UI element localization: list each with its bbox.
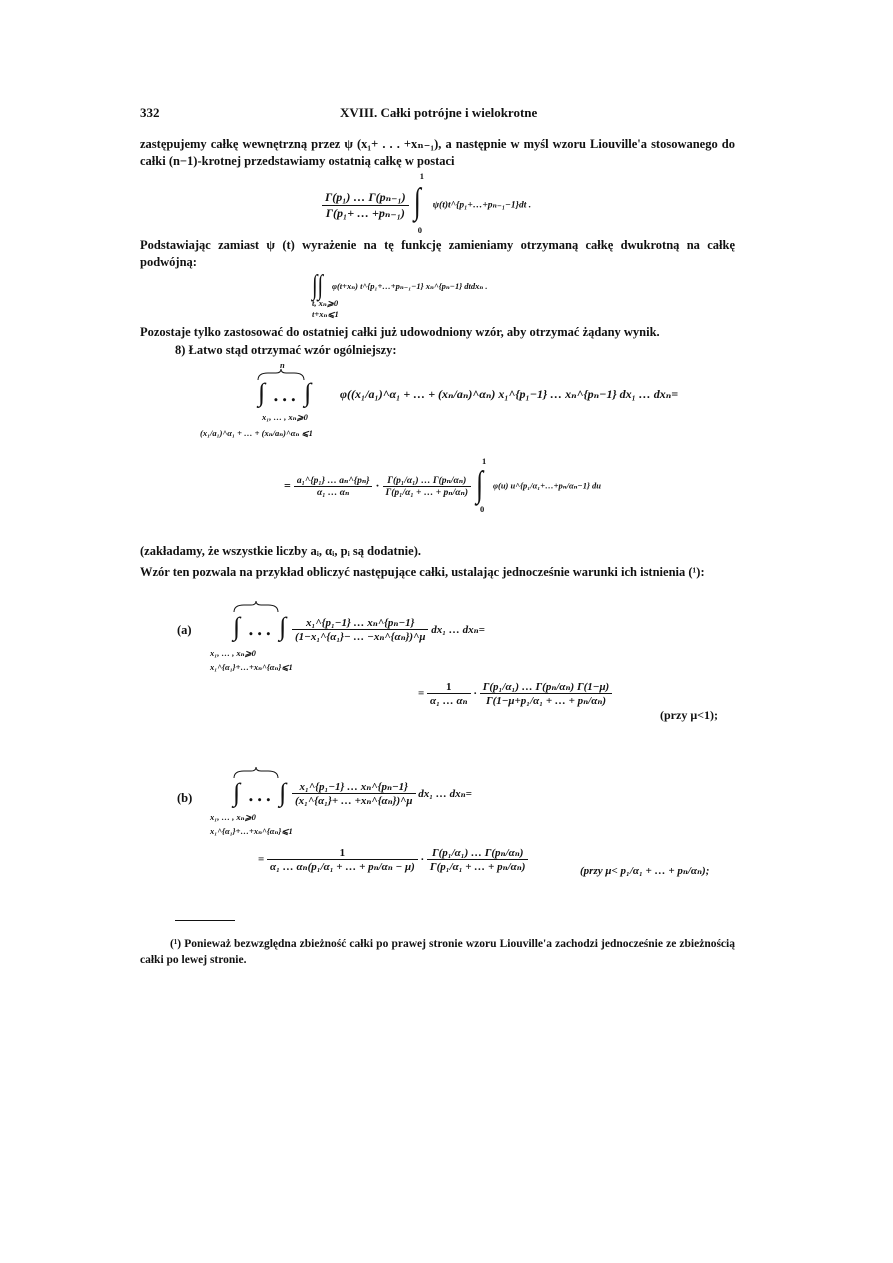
formula-2-domain-2: t+xₙ⩽1 — [312, 309, 339, 319]
formula-3-upper-limit: 1 — [482, 456, 487, 466]
formula-a-dot: · — [473, 687, 477, 700]
formula-b-rhs-den-1: α₁ … αₙ(p₁/α₁ + … + pₙ/αₙ − μ) — [270, 860, 415, 873]
formula-b-tail: dx₁ … dxₙ= — [418, 788, 472, 800]
formula-a-domain-2: x₁^{α₁}+…+xₙ^{αₙ}⩽1 — [210, 662, 293, 672]
formula-a-equals: = — [418, 687, 425, 700]
formula-1-numerator: Γ(p₁) … Γ(pₙ₋₁) — [325, 189, 406, 204]
formula-1 — [322, 171, 532, 235]
formula-3-integral-sign: ∫ — [476, 464, 484, 505]
formula-1-lower-limit: 0 — [417, 225, 422, 235]
formula-b-rhs — [258, 846, 528, 873]
formula-b-condition: (przy μ< p₁/α₁ + … + pₙ/αₙ); — [580, 865, 710, 877]
footnote: (¹) Ponieważ bezwzględna zbieżność całki po prawej stronie wzoru Liouville'a zachodzi jednocześnie ze zbieżnością całki po lewej stronie. — [140, 938, 735, 966]
formula-3-coef-num: a₁^{p₁} … aₙ^{pₙ} — [296, 475, 370, 486]
formula-1-fraction — [322, 190, 409, 221]
brace-n-label: n — [280, 360, 285, 370]
formula-b-equals: = — [258, 853, 265, 866]
formula-2 — [312, 270, 488, 320]
formula-b-lhs — [292, 780, 472, 807]
formula-2-domain-1: t, xₙ⩾0 — [312, 298, 339, 308]
footnote-rule — [175, 920, 235, 921]
paragraph-4: 8) Łatwo stąd otrzymać wzór ogólniejszy: — [175, 343, 397, 357]
formula-a-label: (a) — [177, 623, 192, 637]
formula-b-den: (x₁^{α₁}+ … +xₙ^{αₙ})^μ — [295, 795, 413, 807]
formula-a-rhs — [418, 680, 612, 707]
formula-3-lower-limit: 0 — [480, 504, 485, 514]
formula-3-domain-2: (x₁/a₁)^α₁ + … + (xₙ/aₙ)^αₙ ⩽1 — [200, 428, 313, 438]
formula-a-integral: ∫ … ∫ — [233, 612, 287, 641]
formula-b-label: (b) — [177, 791, 193, 805]
formula-b-num: x₁^{p₁−1} … xₙ^{pₙ−1} — [299, 781, 408, 793]
formula-3-rhs — [284, 458, 601, 514]
paragraph-2: Podstawiając zamiast ψ (t) wyrażenie na tę funkcję zamieniamy otrzymaną całkę dwukrotną na całkę podwójną: — [140, 238, 735, 269]
formula-3-coef — [294, 475, 373, 498]
formula-a-rhs-num-1: 1 — [446, 680, 452, 693]
formula-b-dot: · — [420, 853, 425, 866]
formula-a-num: x₁^{p₁−1} … xₙ^{pₙ−1} — [306, 617, 415, 629]
formula-1-integrand: ψ(t)t^{p₁+…+pₙ₋₁−1}dt . — [432, 200, 532, 211]
formula-a-rhs-num-2: Γ(p₁/α₁) … Γ(pₙ/αₙ) Γ(1−μ) — [482, 681, 610, 693]
page-number: 332 — [140, 105, 160, 120]
formula-1-denominator: Γ(p₁+ … +pₙ₋₁) — [325, 205, 405, 220]
paragraph-6: Wzór ten pozwala na przykład obliczyć następujące całki, ustalając jednocześnie warunki ich istnienia (¹): — [140, 565, 705, 579]
paragraph-5: (zakładamy, że wszystkie liczby aᵢ, αᵢ, pᵢ są dodatnie). — [140, 544, 421, 558]
formula-3-equals: = — [284, 478, 291, 493]
formula-3-dot: · — [375, 478, 380, 493]
formula-3-lhs: φ((x₁/a₁)^α₁ + … + (xₙ/aₙ)^αₙ) x₁^{p₁−1} … xₙ^{pₙ−1} dx₁ … dxₙ= — [340, 387, 679, 401]
integral-sign: ∫ — [413, 181, 421, 222]
formula-a-lhs — [292, 616, 485, 643]
formula-b-integral: ∫ … ∫ — [233, 778, 287, 807]
formula-b-rhs-den-2: Γ(p₁/α₁ + … + pₙ/αₙ) — [429, 861, 526, 873]
formula-3-domain-1: x₁, … , xₙ⩾0 — [262, 412, 308, 422]
running-title: XVIII. Całki potrójne i wielokrotne — [340, 105, 538, 120]
formula-a-rhs-den-1: α₁ … αₙ — [430, 694, 468, 707]
formula-3-coef-den: α₁ … αₙ — [316, 487, 350, 498]
paragraph-1: zastępujemy całkę wewnętrzną przez ψ (x₁+ . . . +xₙ₋₁), a następnie w myśl wzoru Liouville'a stosowanego do całki (n−1)-krotnej przedstawiamy ostatnią całkę w postaci — [140, 137, 735, 168]
formula-b-rhs-num-1: 1 — [339, 846, 346, 859]
formula-b-rhs-num-2: Γ(p₁/α₁) … Γ(pₙ/αₙ) — [431, 847, 524, 859]
formula-3-gamma-num: Γ(p₁/α₁) … Γ(pₙ/αₙ) — [387, 475, 467, 486]
formula-3-rhs-integrand: φ(u) u^{p₁/α₁+…+pₙ/αₙ−1} du — [493, 480, 602, 491]
formula-b-domain-1: x₁, … , xₙ⩾0 — [210, 812, 256, 822]
formula-b-domain-2: x₁^{α₁}+…+xₙ^{αₙ}⩽1 — [210, 826, 293, 836]
double-integral-sign: ∫∫ — [312, 270, 323, 302]
formula-3-gamma-den: Γ(p₁/α₁ + … + pₙ/αₙ) — [385, 487, 469, 498]
formula-3-gamma — [383, 475, 472, 498]
formula-a-den: (1−x₁^{α₁}− … −xₙ^{αₙ})^μ — [295, 631, 426, 643]
paragraph-3: Pozostaje tylko zastosować do ostatniej całki już udowodniony wzór, aby otrzymać żądany wynik. — [140, 325, 660, 339]
multi-integral-sign: ∫ … ∫ — [258, 378, 312, 407]
formula-1-upper-limit: 1 — [419, 171, 424, 181]
formula-2-integrand: φ(t+xₙ) t^{p₁+…+pₙ₋₁−1} xₙ^{pₙ−1} dtdxₙ . — [331, 281, 488, 292]
formula-a-domain-1: x₁, … , xₙ⩾0 — [210, 648, 256, 658]
formula-a-tail: dx₁ … dxₙ= — [431, 624, 485, 636]
formula-a-condition: (przy μ<1); — [660, 708, 718, 722]
formula-a-rhs-den-2: Γ(1−μ+p₁/α₁ + … + pₙ/αₙ) — [485, 695, 607, 707]
